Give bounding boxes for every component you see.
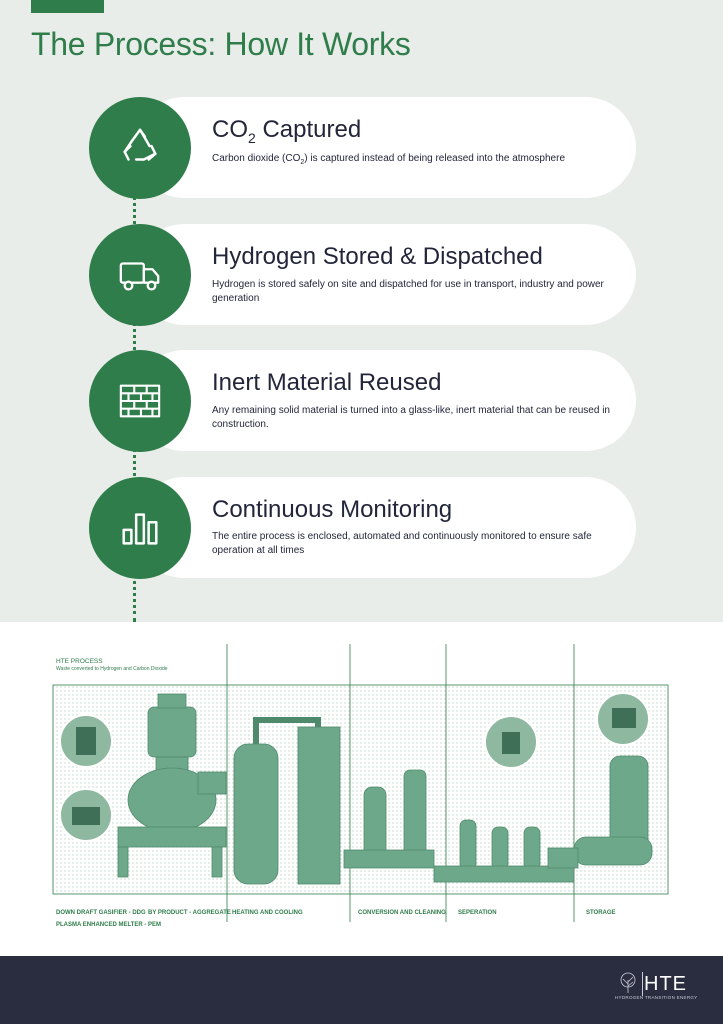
step-title-hydrogen: Hydrogen Stored & Dispatched xyxy=(212,243,543,270)
diagram-subheading: Waste converted to Hydrogen and Carbon Dioxide xyxy=(56,666,168,672)
step-title-monitoring: Continuous Monitoring xyxy=(212,496,453,523)
step-desc-co2: Carbon dioxide $(CO_2)$ is captured instead of being released into the atmosphere xyxy=(212,153,565,166)
bricks-icon xyxy=(117,378,163,424)
step-circle-hydrogen xyxy=(89,224,191,326)
step-desc-hydrogen: Hydrogen is stored safely on site and dispatched for use in transport, industry and power generation xyxy=(212,279,604,304)
step-card-inert xyxy=(134,350,636,451)
stage-label-storage: STORAGE xyxy=(586,910,616,916)
diagram-heading: HTE PROCESS xyxy=(56,658,103,665)
stage-label-pem: PLASMA ENHANCED MELTER - PEM xyxy=(56,922,161,928)
logo-divider xyxy=(642,972,643,996)
step-title-inert: Inert Material Reused xyxy=(212,369,442,396)
step-desc-inert: Any remaining solid material is turned into a glass-like, inert material that can be reused in construction. xyxy=(212,405,610,430)
step-circle-monitoring xyxy=(89,477,191,579)
truck-icon xyxy=(117,252,163,298)
stage-label-separation: SEPERATION xyxy=(458,910,497,916)
page-title: The Process: How It Works xyxy=(31,26,411,62)
process-diagram xyxy=(0,622,723,956)
recycle-icon xyxy=(117,125,163,171)
stage-label-conversion: CONVERSION AND CLEANING xyxy=(358,910,446,916)
step-card-co2 xyxy=(134,97,636,198)
stage-label-aggregate: BY PRODUCT - AGGREGATE xyxy=(148,910,231,916)
logo-text: HTE xyxy=(644,973,687,995)
step-card-monitoring xyxy=(134,477,636,578)
step-title-co2: $CO_2$ Captured xyxy=(212,116,362,146)
stage-label-ddg: DOWN DRAFT GASIFIER - DDG xyxy=(56,910,146,916)
accent-bar xyxy=(31,0,104,13)
tree-logo-icon xyxy=(616,972,640,994)
bar-chart-icon xyxy=(117,505,163,551)
diagram-illustration xyxy=(0,622,723,956)
stage-label-heating: HEATING AND COOLING xyxy=(232,910,303,916)
step-card-hydrogen xyxy=(134,224,636,325)
step-circle-inert xyxy=(89,350,191,452)
logo-tagline: HYDROGEN TRANSITION ENERGY xyxy=(615,995,698,1000)
step-desc-monitoring: The entire process is enclosed, automated and continuously monitored to ensure safe operation at all times xyxy=(212,531,592,556)
footer xyxy=(0,956,723,1024)
step-circle-co2 xyxy=(89,97,191,199)
